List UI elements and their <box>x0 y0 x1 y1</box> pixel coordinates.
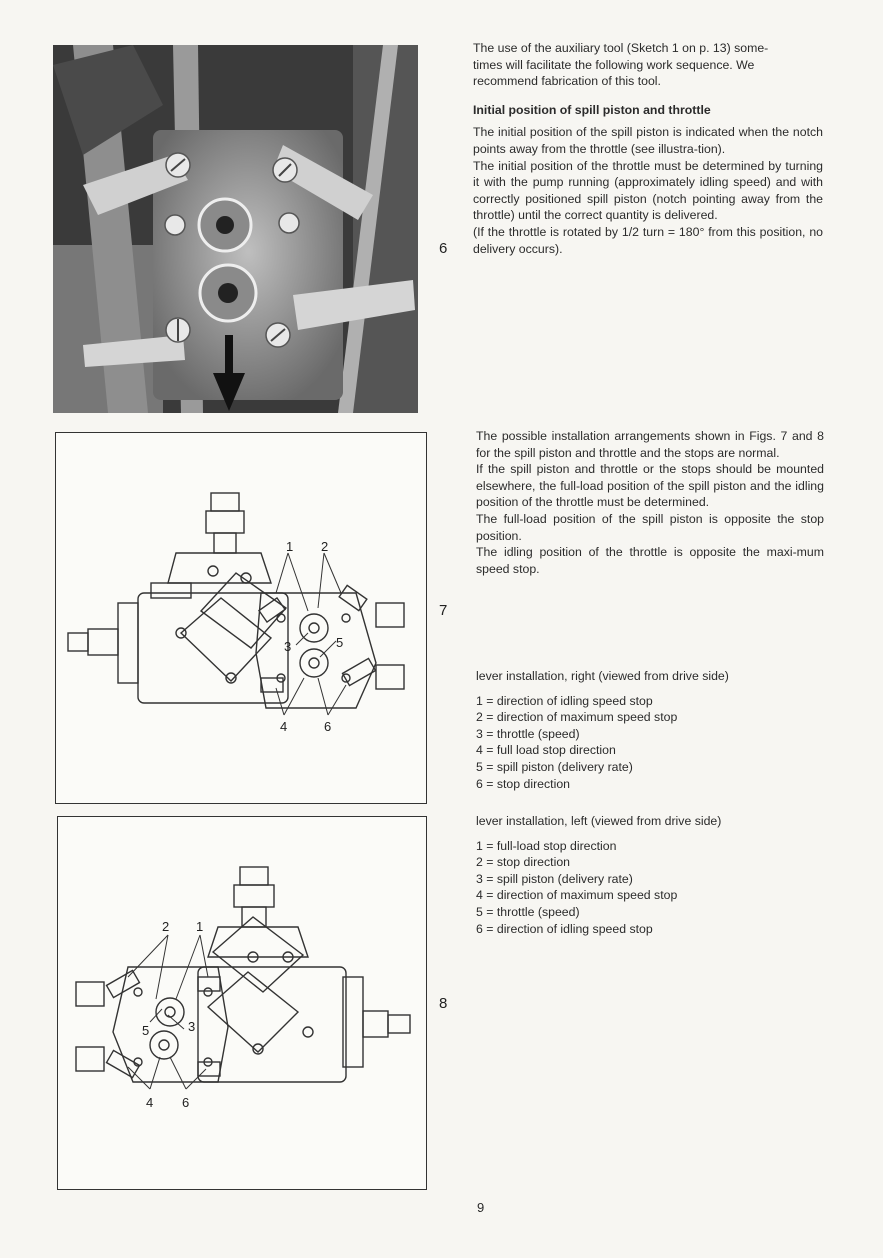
legend-right-title: lever installation, right (viewed from drive side) <box>476 669 729 683</box>
intro-line-2: times will facilitate the following work sequence. We <box>473 57 755 72</box>
legend-left-item: 3 = spill piston (delivery rate) <box>476 871 633 886</box>
install-paragraph-2: If the spill piston and throttle or the stops should be mounted elsewhere, the full-load position of the spill piston and the idling position of the throttle must be determined. <box>476 462 824 510</box>
intro-line-1: The use of the auxiliary tool (Sketch 1 on p. 13) some- <box>473 41 769 55</box>
fig7-label-4: 4 <box>280 719 288 734</box>
install-paragraph-3: The full-load position of the spill piston is opposite the stop position. <box>476 511 824 543</box>
fig7-label-3: 3 <box>284 639 292 654</box>
fig7-label-6: 6 <box>324 719 332 734</box>
fig7-label-5: 5 <box>336 635 344 650</box>
legend-left <box>476 813 824 937</box>
page-number: 9 <box>477 1200 485 1215</box>
intro-line-3: recommend fabrication of this tool. <box>473 74 661 89</box>
legend-right-item: 3 = throttle (speed) <box>476 726 580 741</box>
legend-right-item: 1 = direction of idling speed stop <box>476 693 653 708</box>
legend-left-item: 5 = throttle (speed) <box>476 904 580 919</box>
legend-right-item: 6 = stop direction <box>476 776 570 791</box>
figure-8-drawing <box>57 816 427 1190</box>
legend-left-item: 6 = direction of idling speed stop <box>476 921 653 936</box>
legend-right <box>476 668 824 792</box>
fig8-label-4: 4 <box>146 1095 154 1110</box>
fig8-label-3: 3 <box>188 1019 196 1034</box>
install-paragraph-4: The idling position of the throttle is opposite the maxi-mum speed stop. <box>476 545 824 576</box>
figure-7-drawing <box>55 432 427 804</box>
install-paragraph-1: The possible installation arrangements shown in Figs. 7 and 8 for the spill piston and throttle and the stops are normal. <box>476 429 824 460</box>
fig7-label-2: 2 <box>321 539 329 554</box>
legend-right-item: 2 = direction of maximum speed stop <box>476 710 678 725</box>
legend-left-title: lever installation, left (viewed from drive side) <box>476 814 722 828</box>
installation-text <box>476 428 824 577</box>
intro-and-initial-position-text <box>473 40 823 257</box>
figure-7-number: 7 <box>439 602 448 619</box>
section-paragraph-2: The initial position of the throttle must be determined by turning it with the pump running (approximately idling speed) and with correctly positioned spill piston (notch pointing away from the throttle) until the correct quantity is delivered. <box>473 158 823 223</box>
legend-left-item: 1 = full-load stop direction <box>476 838 617 853</box>
figure-8-number: 8 <box>439 995 448 1012</box>
figure-6-number: 6 <box>439 240 448 257</box>
fig8-label-5: 5 <box>142 1023 150 1038</box>
section-heading: Initial position of spill piston and throttle <box>473 102 711 117</box>
fig8-label-6: 6 <box>182 1095 190 1110</box>
fig8-label-1: 1 <box>196 919 204 934</box>
fig8-label-2: 2 <box>162 919 170 934</box>
legend-left-item: 2 = stop direction <box>476 855 570 870</box>
section-paragraph-1: The initial position of the spill piston is indicated when the notch points away from the throttle (see illustra-tion). <box>473 125 823 156</box>
legend-left-item: 4 = direction of maximum speed stop <box>476 888 678 903</box>
fig7-label-1: 1 <box>286 539 294 554</box>
legend-right-item: 5 = spill piston (delivery rate) <box>476 759 633 774</box>
legend-right-item: 4 = full load stop direction <box>476 743 616 758</box>
section-paragraph-3: (If the throttle is rotated by 1/2 turn = 180° from this position, no delivery occurs). <box>473 224 823 256</box>
figure-6-photo <box>53 45 418 413</box>
